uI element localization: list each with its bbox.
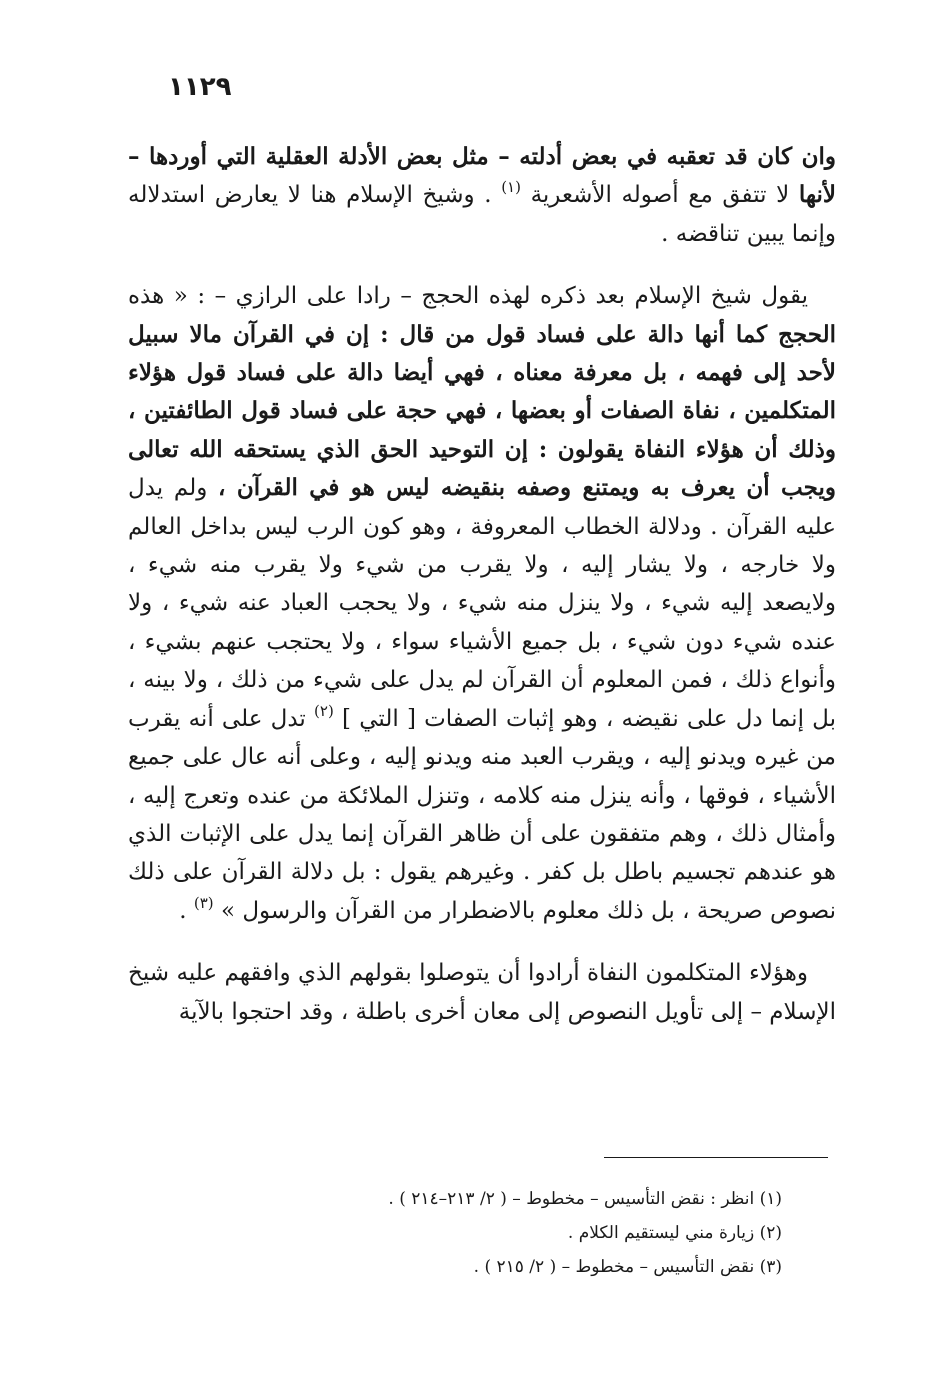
text-run: وهؤلاء المتكلمون النفاة أرادوا أن يتوصلوا بقولهم الذي وافقهم عليه شيخ الإسلام – إلى تأويل النصوص إلى معان أخرى باطلة ، وقد احتجوا بالآية (128, 960, 836, 1025)
paragraph-2 (128, 277, 836, 930)
bold-text-run: الحجج كما أنها دالة على فساد قول من قال : إن في القرآن مالا سبيل لأحد إلى فهمه ، بل معرفة معناه ، فهي أيضا دالة على فساد قول هؤلاء المتكلمين ، نفاة الصفات أو بعضها ، فهي حجة على فساد قول الطائفتين ، وذلك أن هؤلاء النفاة يقولون : إن التوحيد الحق الذي يستحقه الله تعالى ويجب أن يعرف به ويمتنع وصفه بنقيضه ليس هو في القرآن ، (128, 320, 836, 502)
footnote-3: (٣) نقض التأسيس – مخطوط – ( ٢/ ٢١٥ ) . (473, 1257, 782, 1277)
footnote-ref: (١) (501, 178, 521, 197)
page-number: ١١٢٩ (168, 72, 232, 102)
text-run: . (179, 897, 194, 924)
text-run: لا تتفق مع أصوله الأشعرية (520, 182, 799, 209)
text-run: تدل على أنه يقرب من غيره ويدنو إليه ، ويقرب العبد منه ويدنو إليه ، وعلى أنه عال على جميع الأشياء ، فوقها ، وأنه ينزل منه كلامه ، وتنزل الملائكة من عنده وتعرج إليه ، وأمثال ذلك ، وهم متفقون على أن ظاهر القرآن إنما يدل على الإثبات الذي هو عندهم تجسيم باطل بل كفر . وغيرهم يقول : بل دلالة القرآن على ذلك نصوص صريحة ، بل ذلك معلوم بالاضطرار من القرآن والرسول » (128, 705, 836, 924)
bold-text-run: وان كان قد تعقبه في بعض أدلته – مثل بعض الأدلة العقلية التي أوردها – لأنها (128, 143, 837, 209)
footnote-divider (604, 1157, 828, 1158)
body-text (128, 138, 836, 1031)
footnote-2: (٢) زيارة مني ليستقيم الكلام . (567, 1223, 782, 1243)
footnote-1: (١) انظر : نقض التأسيس – مخطوط – ( ٢/ ٢١٣–٢١٤ ) . (388, 1189, 782, 1209)
text-run: ولم يدل عليه القرآن . ودلالة الخطاب المعروفة ، وهو كون الرب ليس بداخل العالم ولا خارجه ، ولا يشار إليه ، ولا يقرب من شيء ولا يقرب منه شيء ، ولايصعد إليه شيء ، ولا ينزل منه شيء ، ولا يحجب العباد عنه شيء ، ولا عنده شيء دون شيء ، بل جميع الأشياء سواء ، ولا يحتجب عنهم بشيء ، وأنواع ذلك ، فمن المعلوم أن القرآن لم يدل على شيء من ذلك ، ولا بينه ، بل إنما دل على نقيضه ، وهو إثبات الصفات [ التي ] (128, 475, 836, 732)
footnote-ref: (٣) (193, 893, 214, 912)
footnote-ref: (٢) (314, 701, 334, 720)
paragraph-3 (128, 954, 836, 1031)
paragraph-1 (128, 138, 836, 253)
text-run: . وشيخ الإسلام هنا لا يعارض استدلاله وإنما يبين تناقضه . (128, 182, 836, 247)
footnotes (300, 1182, 782, 1284)
text-run: يقول شيخ الإسلام بعد ذكره لهذه الحجج – رادا على الرازي – : « هذه (128, 283, 808, 310)
